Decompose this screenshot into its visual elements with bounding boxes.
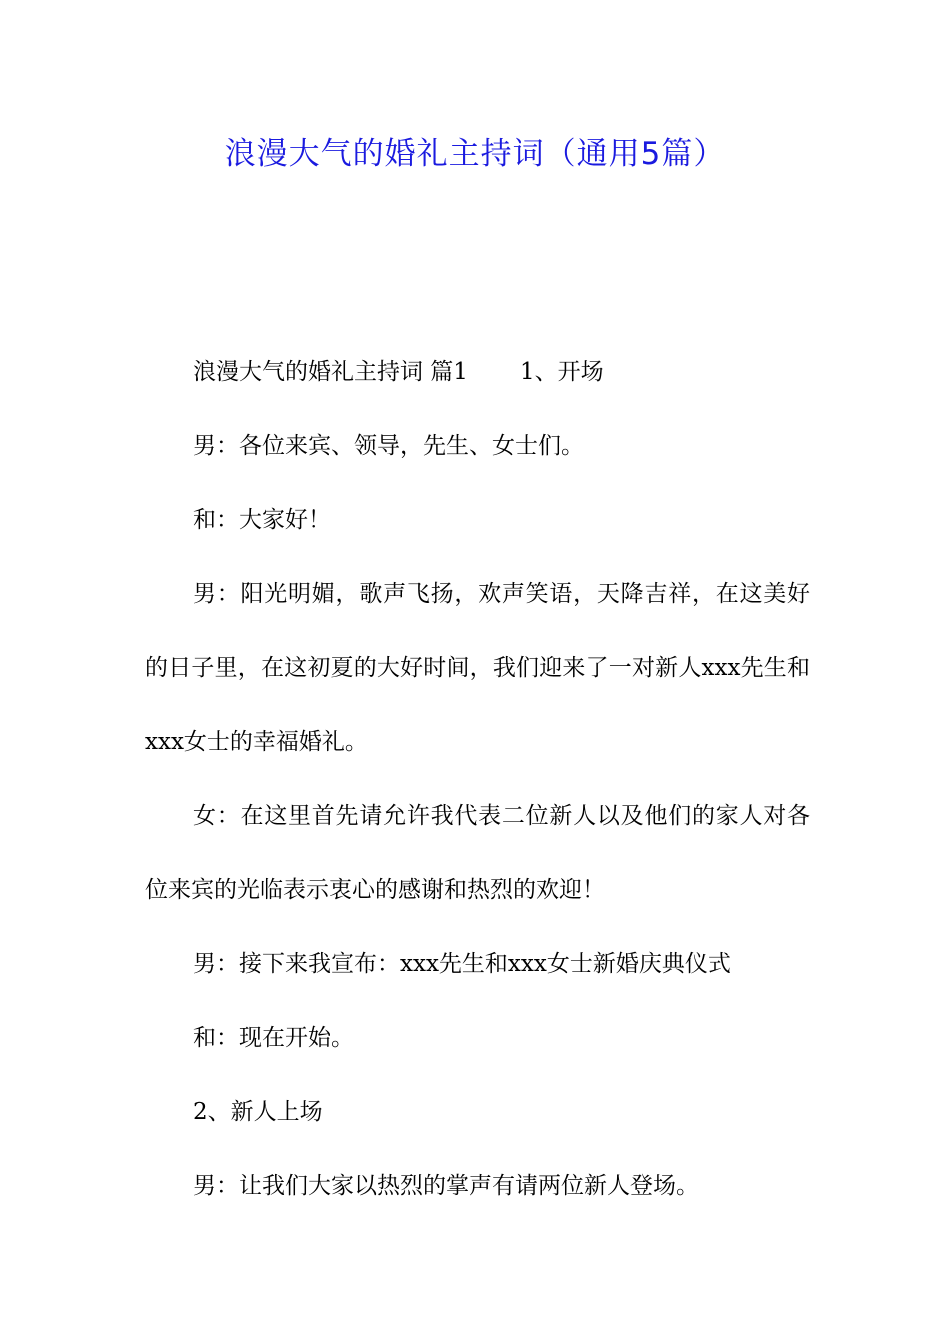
paragraph: 男：让我们大家以热烈的掌声有请两位新人登场。 xyxy=(193,1173,699,1199)
document-body xyxy=(145,335,810,1223)
paragraph: 男：接下来我宣布：xxx先生和xxx女士新婚庆典仪式 xyxy=(193,951,731,977)
paragraph: 男：阳光明媚，歌声飞扬，欢声笑语，天降吉祥，在这美好的日子里，在这初夏的大好时间，我们迎来了一对新人xxx先生和xxx女士的幸福婚礼。 xyxy=(145,581,810,755)
paragraph: 和：大家好！ xyxy=(193,507,331,533)
section-heading: 浪漫大气的婚礼主持词 篇1 xyxy=(193,359,468,385)
section-heading-paragraph xyxy=(145,335,810,409)
paragraph: 和：现在开始。 xyxy=(193,1025,354,1051)
document-title: 浪漫大气的婚礼主持词（通用5篇） xyxy=(224,136,726,172)
paragraph: 女：在这里首先请允许我代表二位新人以及他们的家人对各位来宾的光临表示衷心的感谢和热烈的欢迎！ xyxy=(145,803,810,903)
paragraph: 男：各位来宾、领导，先生、女士们。 xyxy=(193,433,584,459)
paragraph-text: 1、开场 xyxy=(519,359,604,385)
paragraph: 2、新人上场 xyxy=(193,1099,323,1125)
